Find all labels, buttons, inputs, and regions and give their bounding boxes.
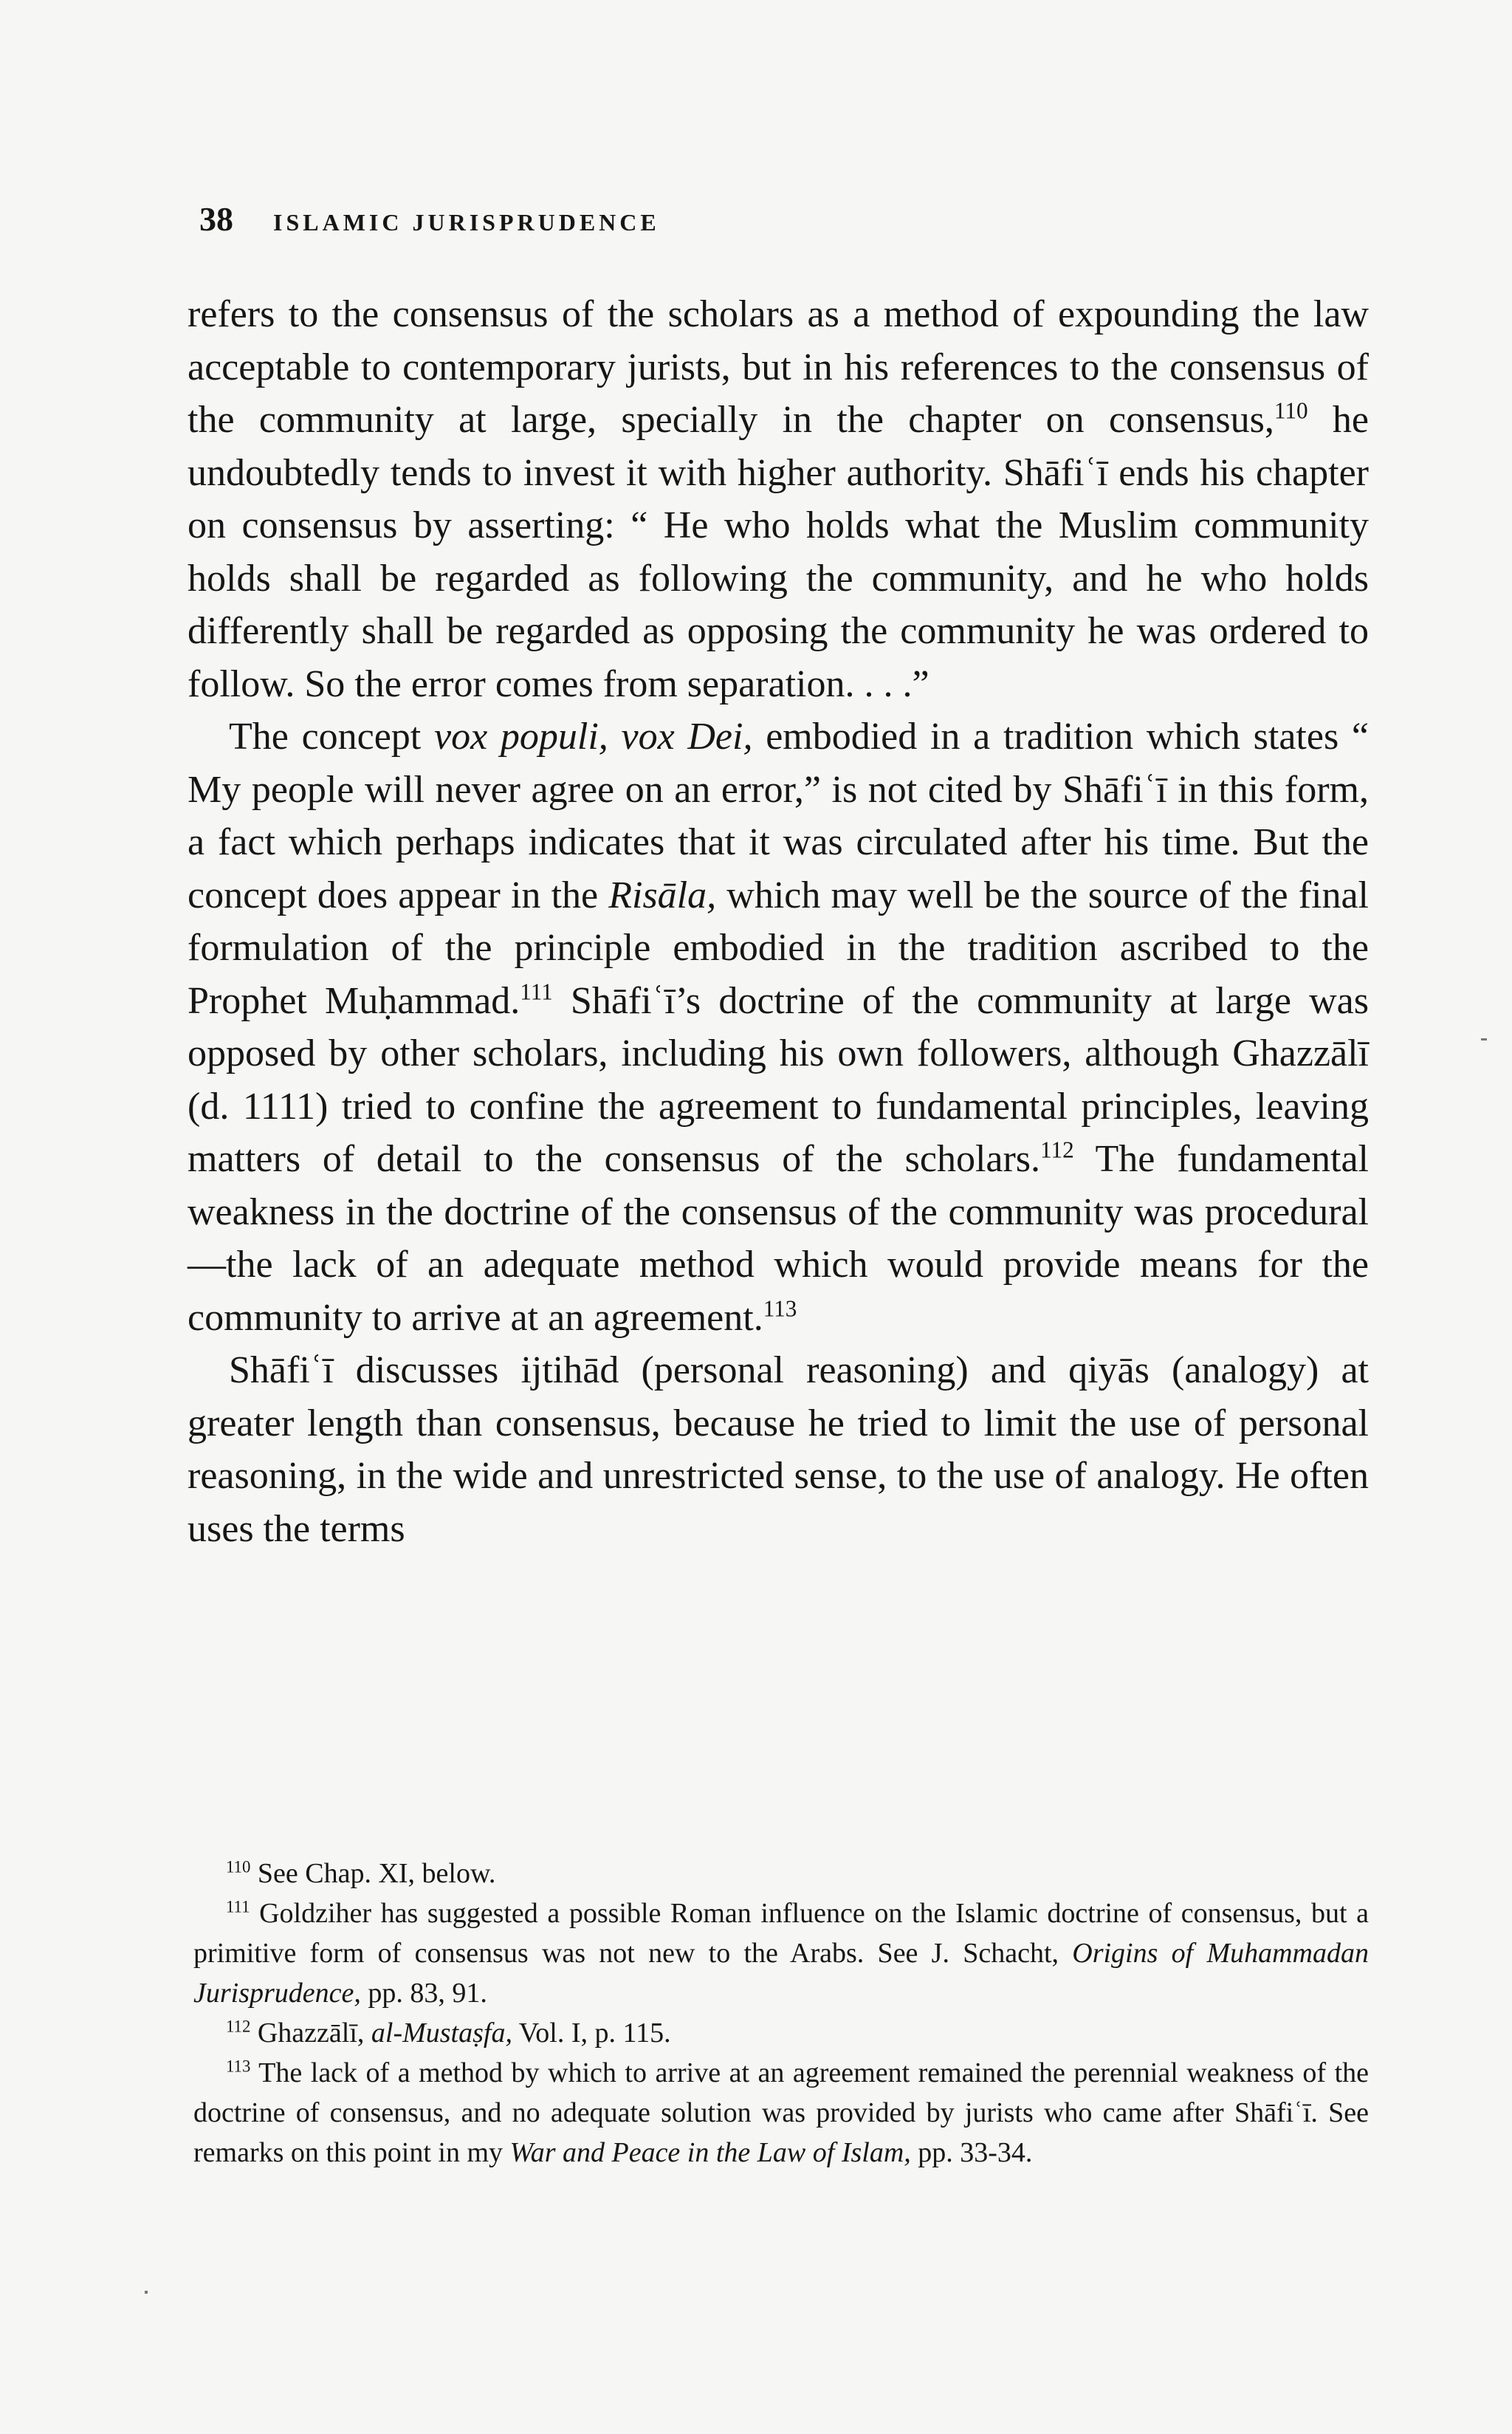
page-header [199,199,660,244]
paragraph-2 [188,710,1369,1344]
scan-speck [145,2291,148,2294]
italic-title: al-Mustaṣfa, [371,2018,512,2049]
footnote-text: pp. 33-34. [910,2137,1033,2168]
text: which may well be the source of the final formulation of the principle embodied in the tradition ascribed to the Prophet Muḥammad. [188,874,1369,1022]
body-text [188,288,1369,1555]
page-number: 38 [199,200,233,238]
running-title: ISLAMIC JURISPRUDENCE [273,209,660,236]
footnote-110 [193,1854,1369,1893]
footnote-text: See Chap. XI, below. [250,1858,496,1889]
footnote-ref-113: 113 [763,1295,797,1322]
text: The concept [229,716,434,758]
footnote-text: Ghazzālī, [250,2018,371,2049]
footnote-text: Vol. I, p. 115. [512,2018,671,2049]
text: The fundamental weakness in the doctrine of the consensus of the community was procedural—the lack of an adequate method which would provide means for the community to arrive at an agreement. [188,1138,1369,1339]
scan-speck [1481,1038,1487,1041]
footnote-ref-112: 112 [1040,1137,1074,1163]
text: Shāfiʿī’s doctrine of the community at large was opposed by other scholars, including his own followers, although Ghazzālī (d. 1111) tried to confine the agreement to fundamental principles, leaving matters of detail to the consensus of the scholars. [188,979,1369,1180]
footnote-113 [193,2053,1369,2173]
italic-title: Risāla, [608,874,717,916]
italic-title: War and Peace in the Law of Islam, [509,2137,911,2168]
paragraph-3 [188,1344,1369,1555]
text: embodied in a tradition which states “ My people will never agree on an error,” is not cited by Shāfiʿī in this form, a fact which perhaps indicates that it was circulated after his time. But the concept does appear in the [188,716,1370,916]
text: Shāfiʿī discusses ijtihād (personal reasoning) and qiyās (analogy) at greater length than consensus, because he tried to limit the use of personal reasoning, in the wide and unrestricted sense, to the use of analogy. He often uses the terms [188,1349,1369,1550]
footnote-number: 113 [226,2057,251,2076]
text: refers to the consensus of the scholars as a method of expounding the law acceptable to contemporary jurists, but in his references to the consensus of the community at large, specially in the chapter on consensus, [188,293,1369,441]
italic-phrase: vox populi, vox Dei, [433,716,753,758]
paragraph-1 [188,288,1369,710]
footnote-text: The lack of a method by which to arrive at an agreement remained the perennial weakness of the doctrine of consensus, and no adequate solution was provided by jurists who came after Shāfiʿī. See remarks on this point in my [193,2057,1369,2168]
footnote-number: 112 [226,2017,251,2036]
footnote-111 [193,1893,1369,2013]
footnote-text: Goldziher has suggested a possible Roman influence on the Islamic doctrine of consensus, but a primitive form of consensus was not new to the Arabs. See J. Schacht, [193,1898,1369,1969]
footnote-number: 111 [226,1897,250,1916]
text: he undoubtedly tends to invest it with higher authority. Shāfiʿī ends his chapter on consensus by asserting: “ He who holds what the Muslim community holds shall be regarded as following the community, and he who holds differently shall be regarded as opposing the community he was ordered to follow. So the error comes from separation. . . .” [188,399,1369,705]
footnote-text: pp. 83, 91. [360,1978,487,2009]
footnotes [193,1854,1369,2173]
footnote-112 [193,2013,1369,2053]
italic-title: Origins of Muhammadan Jurisprudence, [193,1938,1370,2009]
footnote-number: 110 [226,1857,251,1876]
footnote-ref-111: 111 [520,978,553,1005]
footnote-ref-110: 110 [1274,397,1308,424]
